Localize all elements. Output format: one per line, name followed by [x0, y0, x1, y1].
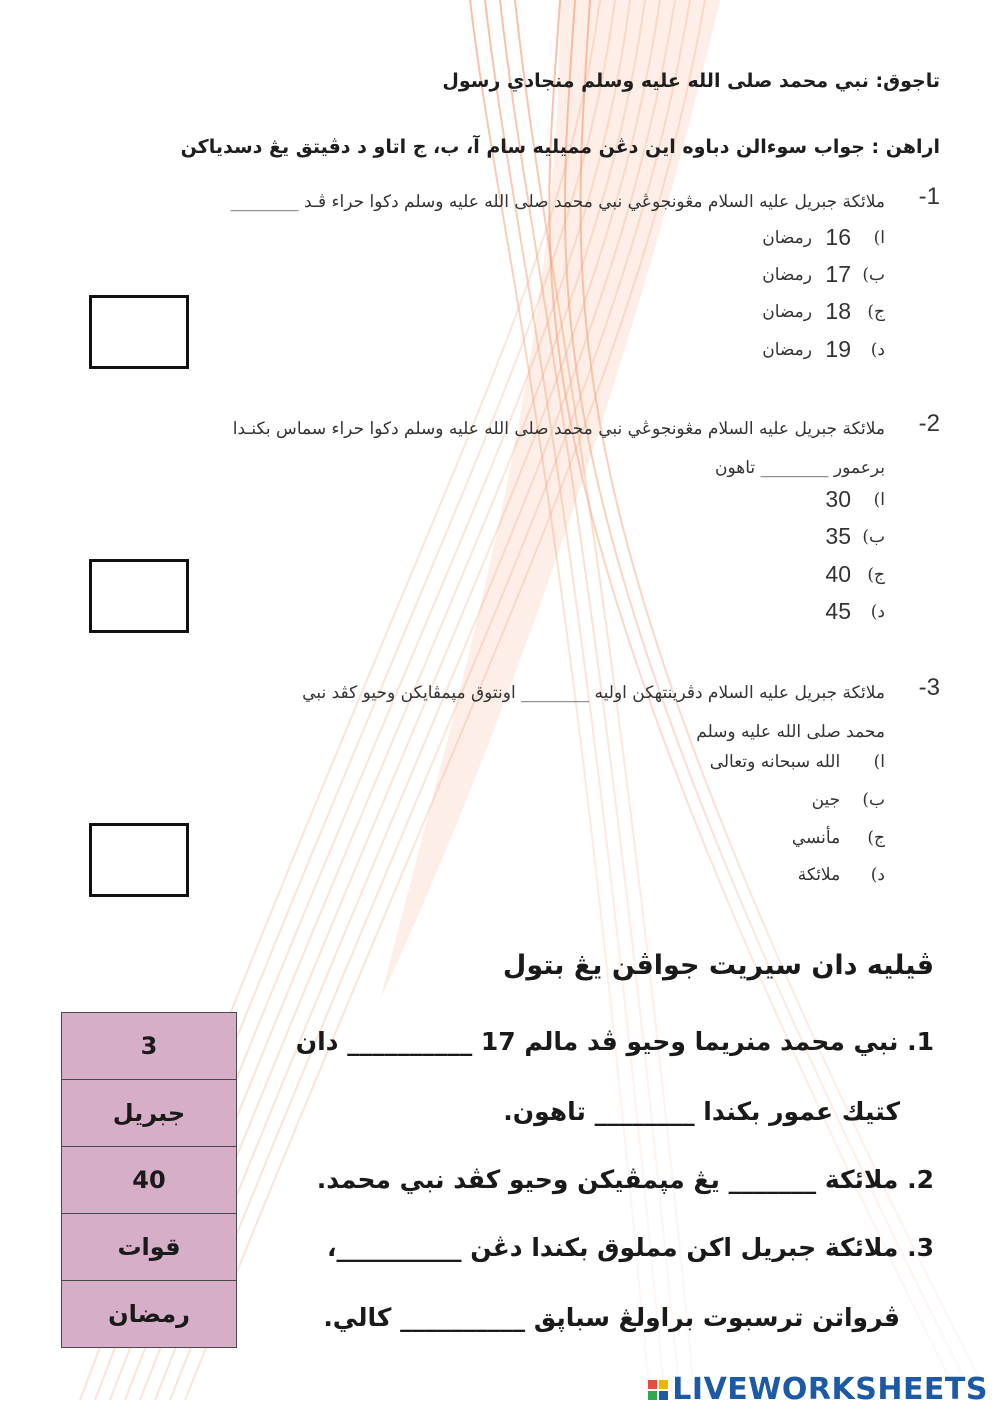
option-d[interactable] [762, 336, 885, 363]
option-value: 19 [825, 336, 851, 362]
option-letter: د) [870, 601, 885, 622]
word-bank-item[interactable]: جبريل [62, 1080, 237, 1147]
option-value: جين [811, 790, 841, 810]
option-d[interactable] [798, 865, 885, 885]
instruction-text: اراهن : جواب سوءالن دباوه اين دڠن مميليه سام آ، ب، ج اتاو د دڤيتق يڠ دسدياكن [180, 136, 940, 158]
option-suffix: رمضان [762, 301, 812, 322]
option-letter: ب) [862, 790, 885, 810]
word-bank-item[interactable]: 3 [62, 1013, 237, 1080]
option-suffix: رمضان [762, 227, 812, 248]
option-value: مأنسي [791, 828, 841, 848]
question-text-continued: برعمور ________ تاهون [714, 458, 885, 478]
option-b[interactable] [817, 523, 885, 550]
option-letter: ب) [862, 526, 885, 547]
option-letter: ا) [873, 227, 885, 248]
option-letter: ج) [867, 828, 885, 848]
word-bank-item[interactable]: رمضان [62, 1281, 237, 1348]
option-value: ملائكة [797, 865, 841, 885]
option-suffix: رمضان [762, 339, 812, 360]
question-text: ملائكة جبريل عليه السلام دڤرينتهكن اوليه ________ اونتوق مڽمڤايكن وحيو كڤد نبي [302, 683, 885, 703]
logo-text: LIVEWORKSHEETS [672, 1372, 988, 1407]
option-letter: د) [870, 339, 885, 360]
option-b[interactable] [762, 261, 885, 288]
fill-sentence-2[interactable]: 2. ملائكة _______ يڠ مڽمڤيكن وحيو كڤد نبي محمد. [316, 1165, 934, 1194]
option-letter: ا) [873, 752, 885, 772]
question-number: -1 [918, 183, 940, 210]
fill-sentence-1[interactable]: 1. نبي محمد منريما وحيو ڤد مالم 17 __________ دان [295, 1027, 934, 1056]
question-text: ملائكة جبريل عليه السلام مڠونجوڠي نبي محمد صلى الله عليه وسلم دكوا حراء سماس بكنـدا [232, 419, 885, 439]
option-value: 35 [825, 523, 851, 549]
question-text-continued: محمد صلى الله عليه وسلم [696, 722, 885, 742]
option-value: 16 [825, 224, 851, 250]
option-d[interactable] [817, 598, 885, 625]
option-a[interactable] [817, 486, 885, 513]
option-letter: ج) [867, 564, 885, 585]
option-c[interactable] [792, 828, 885, 848]
option-value: 40 [825, 561, 851, 587]
answer-box-q2[interactable] [89, 559, 189, 633]
option-value: 17 [825, 261, 851, 287]
option-letter: ج) [867, 301, 885, 322]
option-c[interactable] [817, 561, 885, 588]
option-letter: ا) [873, 489, 885, 510]
option-suffix: رمضان [762, 264, 812, 285]
option-b[interactable] [812, 790, 885, 810]
question-number: -3 [918, 674, 940, 701]
answer-box-q3[interactable] [89, 823, 189, 897]
option-letter: د) [870, 865, 885, 885]
option-value: 30 [825, 486, 851, 512]
answer-box-q1[interactable] [89, 295, 189, 369]
fill-sentence-3-continued[interactable]: ڤرواتن ترسبوت براولڠ سباڽق __________ كالي. [323, 1303, 900, 1332]
question-text: ملائكة جبريل عليه السلام مڠونجوڠي نبي محمد صلى الله عليه وسلم دكوا حراء ڤـد ________ [230, 192, 885, 212]
word-bank-item[interactable]: 40 [62, 1147, 237, 1214]
option-value: 18 [825, 298, 851, 324]
question-number: -2 [918, 410, 940, 437]
logo-grid-icon [648, 1380, 668, 1400]
word-bank-item[interactable]: قوات [62, 1214, 237, 1281]
option-a[interactable] [710, 752, 885, 772]
section-title: ڤيليه دان سيريت جواڤن يڠ بتول [502, 950, 934, 981]
option-letter: ب) [862, 264, 885, 285]
topic-title: تاجوق: نبي محمد صلى الله عليه وسلم منجادي رسول [442, 70, 940, 92]
liveworksheets-logo [648, 1372, 988, 1407]
option-value: 45 [825, 598, 851, 624]
option-c[interactable] [762, 298, 885, 325]
fill-sentence-1-continued[interactable]: كتيك عمور بكندا ________ تاهون. [503, 1097, 900, 1126]
option-a[interactable] [762, 224, 885, 251]
fill-sentence-3[interactable]: 3. ملائكة جبريل اكن مملوق بكندا دڠن __________، [327, 1233, 934, 1262]
word-bank [61, 1012, 237, 1348]
option-value: الله سبحانه وتعالى [709, 752, 841, 772]
